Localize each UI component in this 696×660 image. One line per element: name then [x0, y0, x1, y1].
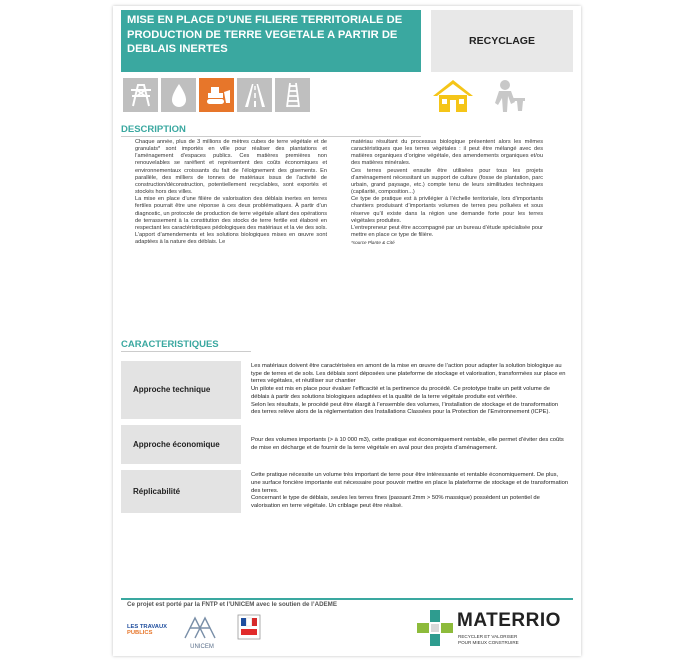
- footer: [113, 598, 581, 656]
- description-paragraph: La mise en place d’une filière de valorisation des déblais inertes en terres fertiles pourrait être une réponse à ces deux problématiques. À partir d’un diagnostic, un protocole de production de terre végétale allant des opérations de terrassement à la constitution des stocks de terre fertile est élaboré en respectant les caractéristiques pédologiques des matériaux et la vie des sols. L’apport d’amendements et les solutions biologiques mises en œuvre sont adaptées à la nature des déblais. Le: [135, 196, 327, 246]
- materrio-logo-text: [457, 610, 561, 632]
- row-value: [241, 422, 573, 467]
- row-paragraph: Un pilote est mis en place pour évaluer l’efficacité et la pertinence du procédé. Ce prototype traite un petit volume de déblais à partir des solutions biologiques adaptées et la qualité de la terre végétale produite est vérifiée.: [251, 386, 550, 400]
- row-paragraph: Selon les résultats, le procédé peut être élargit à l’ensemble des volumes, l’installation de stockage et de transformation des terres relève alors de la réglementation des Installations Classées pour la Protection de l’Environnement (ICPE).: [251, 401, 559, 416]
- row-value: [241, 361, 573, 422]
- row-value: [241, 467, 573, 516]
- table-row: [121, 467, 573, 516]
- materrio-tagline-line1: RECYCLER ET VALORISER: [458, 634, 518, 639]
- materrio-logo-rest: TERRIO: [486, 610, 561, 631]
- fntp-logo-line1: LES TRAVAUX: [127, 624, 168, 630]
- row-paragraph: Les matériaux doivent être caractérisées en amont de la mise en œuvre de l’action pour adapter la solution biologique au type de terres et de sols. Les déblais sont déposées une plateforme de stockage et valorisation, transformées sur place en terres végétales, et réutiliser sur chantier: [251, 363, 566, 385]
- fact-sheet-page: [113, 6, 581, 656]
- unicem-logo-text: UNICEM: [190, 644, 214, 650]
- building-icons: [431, 78, 527, 119]
- description-paragraph: Ces terres peuvent ensuite être utilisées pour tous les projets d’aménagement nécessitant un support de culture (fosse de plantation, parc urbain, grand paysage, etc.) compte tenu de leurs similitudes techniques (capilarité, composition...): [351, 167, 543, 196]
- table-row: [121, 422, 573, 467]
- description-paragraph: Chaque année, plus de 3 millions de mètres cubes de terre végétale et de granulats* sont importés en ville pour réaliser des plantations et l’aménagement d’espaces publics. Ces matières premières non renouvelables se raréfient et représentent des coûts économiques et environnementaux croissants du fait de l’éloignement des gisements. En parallèle, des milliers de tonnes de matériaux issus de l’activité de construction/déconstruction, potentiellement recyclables, sont exportés et stockés hors des villes.: [135, 139, 327, 196]
- characteristics-heading: CARACTERISTIQUES: [121, 339, 251, 352]
- description-heading: DESCRIPTION: [121, 124, 421, 137]
- row-paragraph: Pour des volumes importants (> à 10 000 m3), cette pratique est économiquement rentable, elle permet d’éviter des coûts de mise en décharge et de fournir de la terre végétale en aval pour des projets d’aménagement.: [251, 436, 564, 451]
- description-column-right: [351, 139, 543, 246]
- road-icon: [237, 78, 272, 112]
- domain-icons: [123, 78, 310, 112]
- row-label: Approche économique: [121, 422, 241, 467]
- source-note: *source Plante & Cité: [351, 240, 395, 246]
- table-row: [121, 361, 573, 422]
- unicem-logo: [179, 614, 225, 652]
- row-paragraph: Concernant le type de déblais, seules les terres fines (passant 2mm > 50% massique) possèdent un potentiel de valorisation en terre végétale. Un criblage peut être réalisé.: [251, 495, 540, 510]
- row-label: Réplicabilité: [121, 467, 241, 516]
- description-paragraph: L’entrepreneur peut être accompagné par un bureau d’étude spécialisée pour mettre en place ce type de filière.: [351, 224, 543, 239]
- description-column-left: [135, 139, 327, 246]
- bulldozer-icon: [199, 78, 234, 112]
- materrio-logo-ma: MA: [457, 610, 487, 631]
- construction-worker-icon: [489, 78, 527, 119]
- fntp-logo: [127, 614, 169, 648]
- row-label: Approche technique: [121, 361, 241, 422]
- ademe-logo: [237, 614, 261, 640]
- row-paragraph: Cette pratique nécessite un volume très important de terre pour être intéressante et rentable économiquement. De plus, une surface foncière importante est nécessaire pour pouvoir mettre en place la plateforme de stockage et de transformation des terres.: [251, 472, 569, 494]
- fntp-logo-line2: PUBLICS: [127, 630, 153, 636]
- railway-icon: [275, 78, 310, 112]
- materrio-tagline: [458, 634, 519, 645]
- description-paragraph: Ce type de pratique est à privilégier à l’échelle territoriale, lors d’importants chantiers produisant d’importants volumes de terres peu polluées et sous réserve qu’il existe dans la région une demande forte pour les terres végétales produites.: [351, 196, 543, 224]
- materrio-tagline-line2: POUR MIEUX CONSTRUIRE: [458, 639, 519, 645]
- house-icon: [431, 78, 475, 119]
- water-drop-icon: [161, 78, 196, 112]
- characteristics-table: [121, 361, 573, 519]
- power-pylon-icon: [123, 78, 158, 112]
- category-tag: RECYCLAGE: [431, 10, 573, 72]
- page-title: MISE EN PLACE D’UNE FILIERE TERRITORIALE DE PRODUCTION DE TERRE VEGETALE A PARTIR DE DEBLAIS INERTES: [121, 10, 421, 72]
- footer-credit: Ce projet est porté par la FNTP et l’UNICEM avec le soutien de l’ADEME: [127, 601, 337, 608]
- footer-divider: [121, 598, 573, 600]
- materrio-logo-mark: [415, 608, 455, 648]
- description-paragraph: matériau résultant du processus biologique présentent alors les mêmes caractéristiques que les terres végétales : il peut être mélangé avec des matières organiques d’origine végétale, des amendements organiques et/ou des matières minérales.: [351, 139, 543, 167]
